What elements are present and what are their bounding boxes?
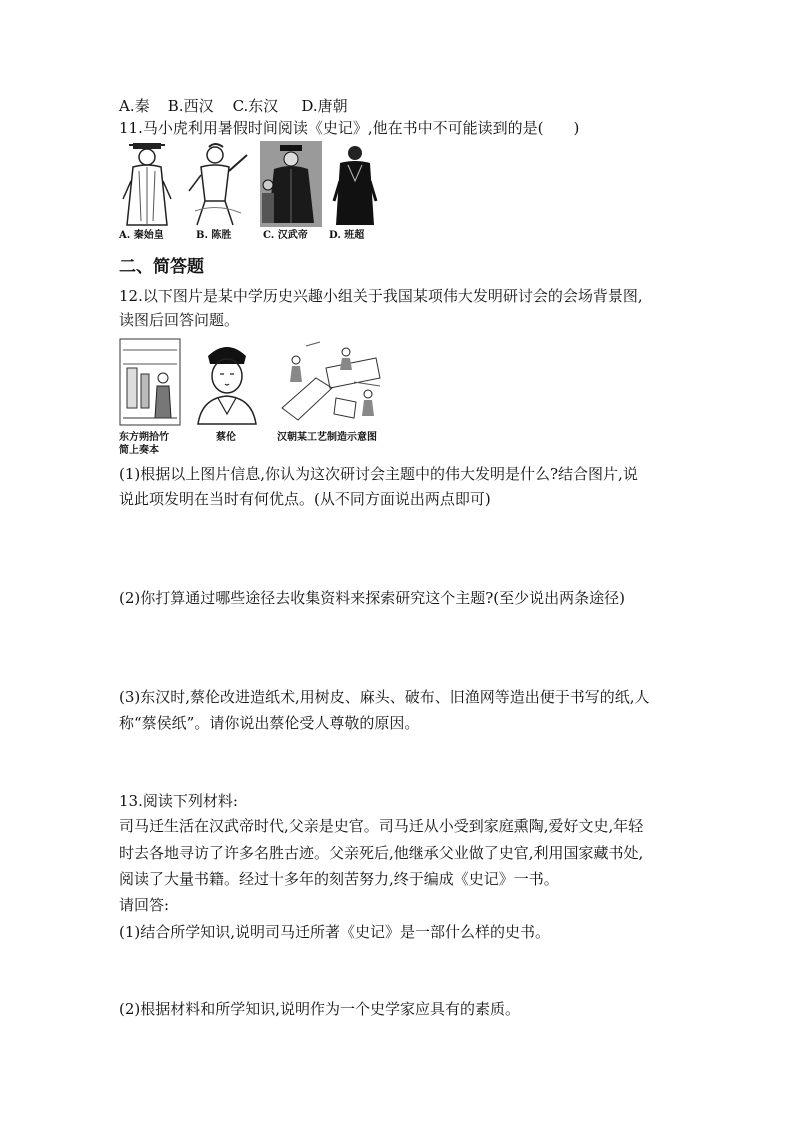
q12-caption-bamboo-line2: 简上奏本 [119,445,159,456]
q13-sub2: (2)根据材料和所学知识,说明作为一个史学家应具有的素质。 [119,1000,521,1018]
q11-caption-d: D. 班超 [329,230,365,241]
q10-option-a: A.秦 [119,97,150,115]
q13-prompt: 请回答: [119,896,170,914]
q12-stem-line2: 读图后回答问题。 [119,311,240,329]
q12-caption-craft: 汉朝某工艺制造示意图 [277,432,377,443]
q12-sub1-line1: (1)根据以上图片信息,你认为这次研讨会主题中的伟大发明是什么?结合图片,说 [119,465,638,483]
q11-stem: 11.马小虎利用暑假时间阅读《史记》,他在书中不可能读到的是( ) [119,119,580,137]
q10-options [119,95,348,117]
q12-sub3-line1: (3)东汉时,蔡伦改进造纸术,用树皮、麻头、破布、旧渔网等造出便于书写的纸,人 [119,688,650,706]
q11-caption-c: C. 汉武帝 [263,230,308,241]
han-wudi-figure-icon [260,141,322,227]
ban-chao-figure-icon [330,141,380,227]
section-title: 二、简答题 [119,257,204,277]
papermaking-process-icon [276,338,386,426]
q13-material-line1: 司马迁生活在汉武帝时代,父亲是史官。司马迁从小受到家庭熏陶,爱好文史,年轻 [119,817,644,835]
q13-stem: 13.阅读下列材料: [119,792,238,810]
bamboo-slips-scene-icon [119,338,181,426]
q11-caption-a: A. 秦始皇 [119,230,164,241]
q12-sub1-line2: 说此项发明在当时有何优点。(从不同方面说出两点即可) [119,490,491,508]
q12-caption-bamboo-line1: 东方朔拾竹 [119,432,169,443]
q12-caption-cailun: 蔡伦 [216,432,236,443]
q10-option-c: C.东汉 [232,97,279,115]
q12-stem-line1: 12.以下图片是某中学历史兴趣小组关于我国某项伟大发明研讨会的会场背景图, [119,287,643,305]
q13-material-line2: 时去各地寻访了许多名胜古迹。父亲死后,他继承父业做了史官,利用国家藏书处, [119,844,644,862]
q13-material-line3: 阅读了大量书籍。经过十多年的刻苦努力,终于编成《史记》一书。 [119,870,559,888]
qin-shihuang-figure-icon [119,141,176,227]
q10-option-b: B.西汉 [167,97,214,115]
q11-caption-b: B. 陈胜 [196,230,232,241]
q10-option-d: D.唐朝 [301,97,348,115]
cai-lun-portrait-icon [194,338,260,426]
q13-sub1: (1)结合所学知识,说明司马迁所著《史记》是一部什么样的史书。 [119,923,551,941]
q12-sub3-line2: 称“蔡侯纸”。请你说出蔡伦受人尊敬的原因。 [119,714,420,732]
q12-sub2: (2)你打算通过哪些途径去收集资料来探索研究这个主题?(至少说出两条途径) [119,589,625,607]
chen-sheng-figure-icon [185,141,251,227]
